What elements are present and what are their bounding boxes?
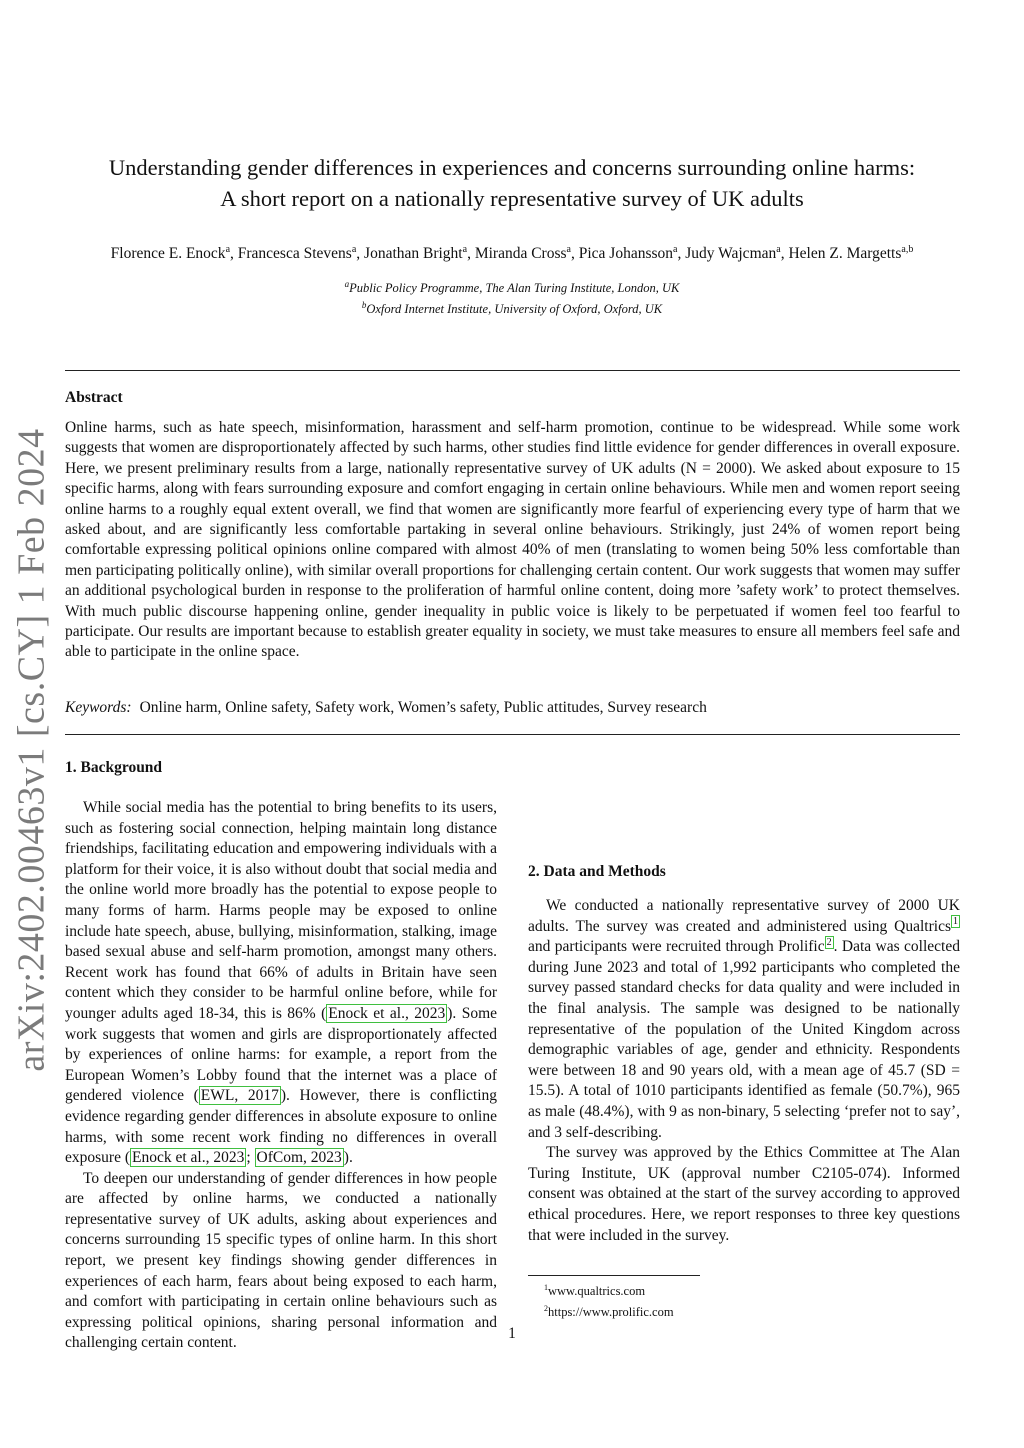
author-name: Florence E. Enock [110,245,226,263]
author-affiliation-mark: a [776,244,781,255]
title-line-1: Understanding gender differences in experiences and concerns surrounding online harms: [108,155,916,180]
author-name: Miranda Cross [474,245,567,263]
citation-link[interactable]: Enock et al., 2023 [328,1004,446,1022]
author-name: Judy Wajcman [685,245,777,263]
affiliation-mark: b [361,300,367,311]
footnote-text: https://www.prolific.com [548,1305,674,1320]
author-affiliation-mark: a [462,244,468,255]
author-list: Florence E. Enock$^a$, Francesca Stevens$^a$, Jonathan Bright$^a$, Miranda Cross$^a$, Pica Johansson$^a$, Judy Wajcman$^a$, Helen Z. Margetts$^{a,b}$ [110,244,914,263]
abstract-text: Online harms, such as hate speech, misinformation, harassment and self-harm promotion, continue to be widespread. While some work suggests that women are disproportionately affected by such harms, other studies find little evidence for gender differences in overall exposure. Here, we present preliminary results from a large, nationally representative survey of UK adults (N = 2000). We asked about exposure to 15 specific harms, along with fears surrounding exposure and comfort engaging in certain online behaviours. While men and women report seeing online harms to a roughly equal extent overall, we find that women are significantly more fearful of experiencing every type of harm that we asked about, and are significantly less comfortable partaking in several online behaviours. Strikingly, just 24% of women report being comfortable expressing political opinions online compared with almost 40% of men (translating to women being 50% less comfortable than men participating politically online), with similar overall proportions for challenging certain content. Our work suggests that women may suffer an additional psychological burden in response to the proliferation of harmful online content, doing more ’safety work’ to protect themselves. With much public discourse happening online, gender inequality in public voice is likely to be perpetuated if women feel too fearful to participate. Our results are important because to establish greater equality in society, we must take measures to ensure all members feel safe and able to participate in the online space. [65,419,960,661]
citation-separator: ; [246,1149,255,1167]
title-line-2: A short report on a nationally representative survey of UK adults [220,186,804,211]
author-affiliation-mark: a [351,244,357,255]
arxiv-identifier-stamp [2,428,62,1072]
affiliation-list [40,276,984,318]
keywords-text: Online harm, Online safety, Safety work, Women’s safety, Public attitudes, Survey research [139,699,707,716]
footnote-divider [528,1275,700,1276]
section-heading-data-methods: 2. Data and Methods [528,863,666,880]
footnote-item [544,1279,674,1300]
paragraph-text: . Data was collected during June 2023 and total of 1,992 participants who completed the survey passed standard checks for data quality and were included in the final analysis. The sample was designed to be nationally representative of the population of the United Kingdom across demographic variables of age, gender and ethnicity. Respondents were between 18 and 90 years old, with a mean age of 45.7 (SD = 15.5). A total of 1010 participants identified as female (50.7%), 965 as male (48.4%), with 9 as non-binary, 5 selecting ‘prefer not to say’, and 3 self-describing. [528,938,960,1141]
paragraph-text: While social media has the potential to bring benefits to its users, such as fostering social connection, helping maintain long distance friendships, facilitating education and empowering individuals with a platform for their voice, it is also without doubt that social media and the online world more broadly has the potential to expose people to many forms of harm. Harms people may be exposed to online include hate speech, abuse, bullying, misinformation, stalking, image based sexual abuse and self-harm promotion, amongst many others. Recent work has found that 66% of adults in Britain have seen content which they consider to be harmful online before, while for younger adults aged 18-34, this is 86% ( [65,799,497,1022]
citation-link[interactable]: OfCom, 2023 [256,1149,342,1167]
right-column [528,862,960,1246]
arxiv-identifier-text: arXiv:2402.00463v1 [cs.CY] 1 Feb 2024 [11,428,53,1072]
header-divider [65,370,960,371]
section-heading-background: 1. Background [65,759,163,776]
author-affiliation-mark: a,b [901,244,914,255]
paper-title [40,152,984,214]
author-name: Pica Johansson [578,245,674,263]
footnote-text: www.qualtrics.com [548,1284,646,1299]
author-affiliation-mark: a [225,244,231,255]
footnotes [544,1279,674,1321]
keywords-line [65,698,960,718]
footnote-mark: 2 [544,1304,548,1314]
author-affiliation-mark: a [566,244,571,255]
author-affiliation-mark: a [673,244,678,255]
footnote-item [544,1300,674,1321]
paragraph-text: We conducted a nationally representative survey of 2000 UK adults. The survey was created and administered using Qualtrics [528,897,960,935]
author-name: Jonathan Bright [364,245,463,263]
keywords-label: Keywords: [65,699,132,716]
citation-link[interactable]: EWL, 2017 [200,1087,279,1105]
affiliation-item [40,297,984,318]
affiliation-item [40,276,984,297]
footnote-link[interactable]: 2 [826,937,832,949]
paragraph-text: and participants were recruited through Prolific [528,938,825,956]
left-column [65,758,497,1354]
footnote-link[interactable]: 1 [953,916,958,928]
affiliation-text: Public Policy Programme, The Alan Turing Institute, London, UK [349,281,680,296]
affiliation-text: Oxford Internet Institute, University of Oxford, Oxford, UK [366,302,663,317]
author-name: Helen Z. Margetts [788,245,902,263]
paragraph-text: ). However, there is conflicting evidence regarding gender differences in absolute exposure to online harms, with some recent work finding no differences in overall exposure ( [65,1087,498,1167]
affiliation-mark: a [344,279,350,289]
paragraph-text: ). Some work suggests that women and girls are disproportionately affected by experiences of online harms: for example, a report from the European Women’s Lobby found that the internet was a place of gendered violence ( [65,1004,498,1105]
background-paragraph-1 [65,798,497,1169]
background-paragraph-2: To deepen our understanding of gender differences in how people are affected by online harms, we conducted a nationally representative survey of UK adults, asking about experiences and concerns surrounding 15 specific types of online harm. In this short report, we present key findings showing gender differences in experiences of each harm, fears about being exposed to each harm, and comfort with participating in certain online behaviours such as expressing political opinions, sharing personal information and challenging certain content. [65,1169,497,1352]
page-number: 1 [508,1325,516,1342]
citation-link[interactable]: Enock et al., 2023 [132,1149,245,1167]
methods-paragraph-1 [528,896,960,1143]
abstract-heading: Abstract [65,389,123,406]
methods-paragraph-2: The survey was approved by the Ethics Committee at The Alan Turing Institute, UK (approval number C2105-074). Informed consent was obtained at the start of the survey according to approved ethical procedures. Here, we report responses to three key questions that were included in the survey. [528,1144,960,1244]
paragraph-text: ). [343,1149,353,1167]
author-name: Francesca Stevens [237,245,352,263]
abstract-divider [65,734,960,735]
footnote-mark: 1 [544,1283,548,1292]
